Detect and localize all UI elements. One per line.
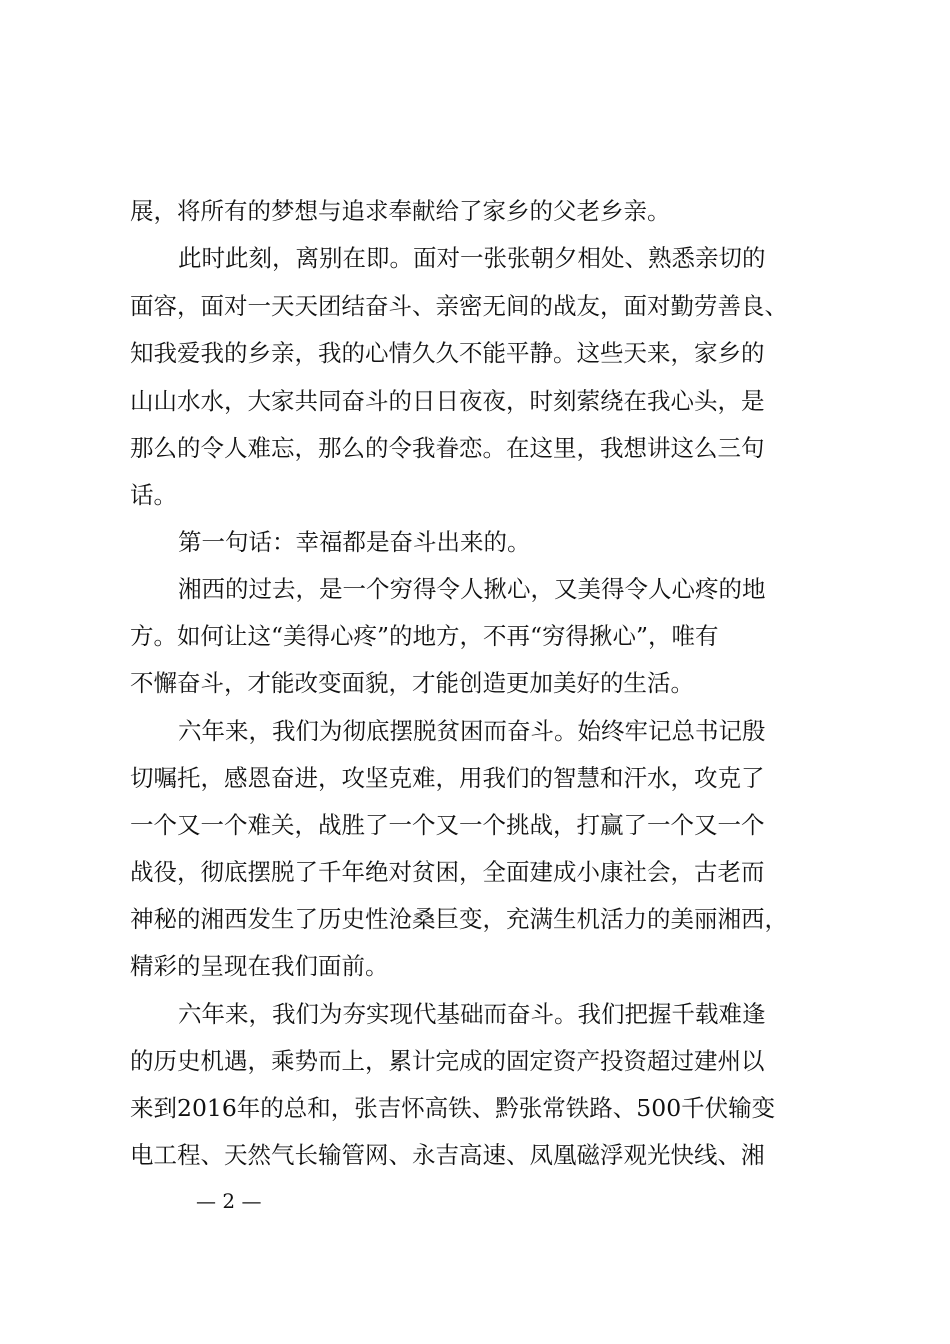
text-line: 六年来，我们为夯实现代基础而奋斗。我们把握千载难逢 (178, 1000, 766, 1028)
text-line: 方。如何让这“美得心疼”的地方，不再“穷得揪心”，唯有 (130, 622, 719, 650)
text-line: 话。 (130, 481, 177, 509)
text-line: 的历史机遇，乘势而上，累计完成的固定资产投资超过建州以 (130, 1047, 765, 1075)
text-line: 那么的令人难忘，那么的令我眷恋。在这里，我想讲这么三句 (130, 434, 765, 462)
text-line: 切嘱托，感恩奋进，攻坚克难，用我们的智慧和汗水，攻克了 (130, 764, 765, 792)
text-line: 神秘的湘西发生了历史性沧桑巨变，充满生机活力的美丽湘西， (130, 905, 788, 933)
text-line: 战役，彻底摆脱了千年绝对贫困，全面建成小康社会，古老而 (130, 858, 765, 886)
page-number: — 2 — (196, 1189, 262, 1213)
text-line: 电工程、天然气长输管网、永吉高速、凤凰磁浮观光快线、湘 (130, 1141, 765, 1169)
section-heading: 第一句话：幸福都是奋斗出来的。 (178, 528, 531, 556)
text-line: 此时此刻，离别在即。面对一张张朝夕相处、熟悉亲切的 (178, 244, 766, 272)
text-line: 湘西的过去，是一个穷得令人揪心，又美得令人心疼的地 (178, 575, 766, 603)
text-line: 展，将所有的梦想与追求奉献给了家乡的父老乡亲。 (130, 197, 671, 225)
text-line: 知我爱我的乡亲，我的心情久久不能平静。这些天来，家乡的 (130, 339, 765, 367)
text-line: 六年来，我们为彻底摆脱贫困而奋斗。始终牢记总书记殷 (178, 717, 766, 745)
text-line: 精彩的呈现在我们面前。 (130, 952, 389, 980)
text-line: 来到2016年的总和，张吉怀高铁、黔张常铁路、500千伏输变 (130, 1094, 776, 1122)
text-line: 不懈奋斗，才能改变面貌，才能创造更加美好的生活。 (130, 669, 694, 697)
text-line: 山山水水，大家共同奋斗的日日夜夜，时刻萦绕在我心头，是 (130, 387, 765, 415)
text-line: 一个又一个难关，战胜了一个又一个挑战，打赢了一个又一个 (130, 811, 765, 839)
text-line: 面容，面对一天天团结奋斗、亲密无间的战友，面对勤劳善良、 (130, 292, 788, 320)
